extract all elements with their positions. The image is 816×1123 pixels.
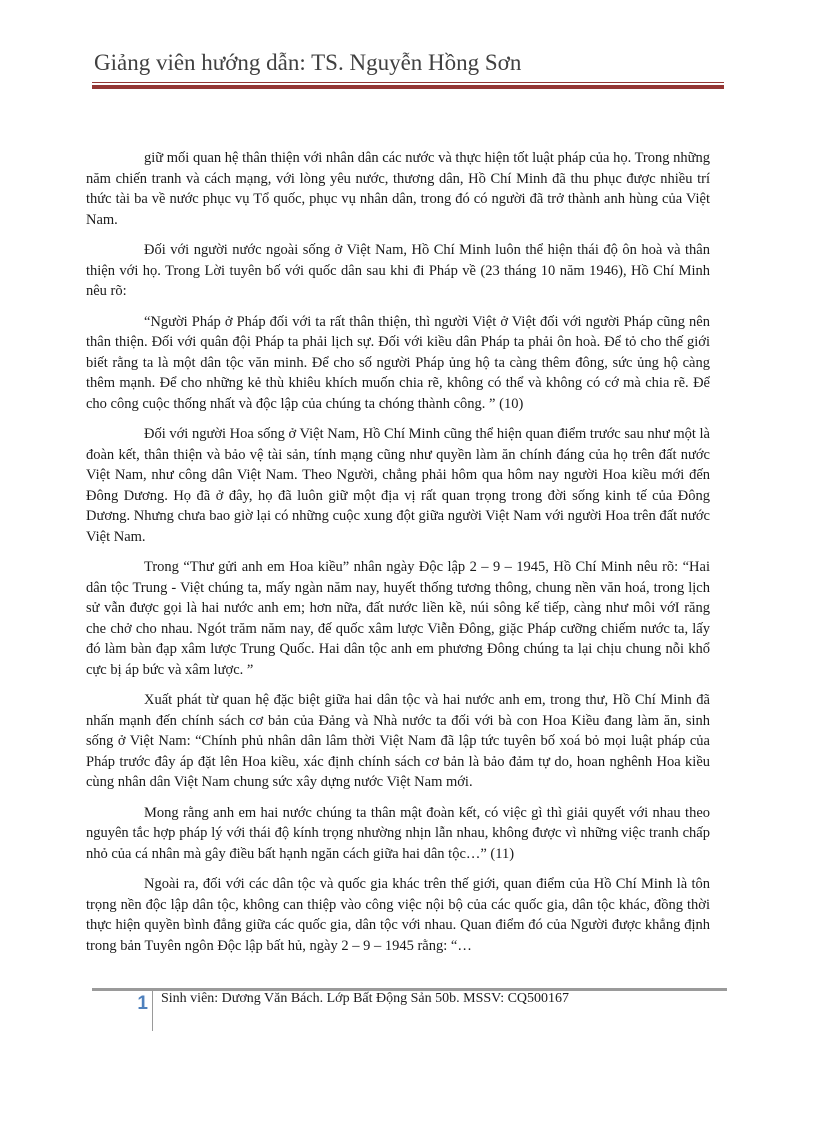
body-paragraph: Ngoài ra, đối với các dân tộc và quốc gia khác trên thế giới, quan điểm của Hồ Chí Minh là tôn trọng nền độc lập dân tộc, không can thiệp vào công việc nội bộ của các quốc gia, dân tộc khác, đồng thời thực hiện quyền bình đẳng giữa các quốc gia, dân tộc với nhau. Quan điểm đó của Người được khẳng định trong bản Tuyên ngôn Độc lập bất hủ, ngày 2 – 9 – 1945 rằng: “… [86, 876, 710, 954]
page-number: 1 [137, 993, 148, 1014]
body-paragraph: Trong “Thư gửi anh em Hoa kiều” nhân ngày Độc lập 2 – 9 – 1945, Hồ Chí Minh nêu rõ: “Hai dân tộc Trung - Việt chúng ta, mấy ngàn năm nay, huyết thống tương thông, chung nền văn hoá, trong lịch sử vẫn được gọi là hai nước anh em; hơn nữa, đất nước liền kề, núi sông kế tiếp, càng như môi vớI răng che chở cho nhau. Ngót trăm năm nay, đế quốc xâm lược Viễn Đông, giặc Pháp cưỡng chiếm nước ta, lấy đó làm bàn đạp xâm lược Trung Quốc. Hai dân tộc anh em phương Đông chúng ta lại chịu chung nỗi khổ cực bị áp bức và xâm lược. ” [86, 559, 710, 678]
footer-student-info: Sinh viên: Dương Văn Bách. Lớp Bất Động Sản 50b. MSSV: CQ500167 [161, 991, 570, 1006]
body-paragraph: Đối với người nước ngoài sống ở Việt Nam, Hồ Chí Minh luôn thể hiện thái độ ôn hoà và thân thiện với họ. Trong Lời tuyên bố với quốc dân sau khi đi Pháp về (23 tháng 10 năm 1946), Hồ Chí Minh nêu rõ: [86, 242, 710, 299]
header-divider-thick [92, 85, 724, 89]
body-paragraph: Đối với người Hoa sống ở Việt Nam, Hồ Chí Minh cũng thể hiện quan điểm trước sau như một là đoàn kết, thân thiện và bảo vệ tài sản, tính mạng cũng như quyền làm ăn chính đáng của họ trên đất nước Việt Nam, như công dân Việt Nam. Theo Người, chẳng phải hôm qua hôm nay người Hoa kiều mới đến Đông Dương. Họ đã ở đây, họ đã luôn giữ một địa vị rất quan trọng trong đời sống kinh tế của Đông Dương. Nhưng chưa bao giờ lại có những cuộc xung đột giữa người Việt Nam với người Hoa trên đất nước Việt Nam. [86, 426, 710, 545]
body-paragraph-quote: “Người Pháp ở Pháp đối với ta rất thân thiện, thì người Việt ở Việt đối với người Pháp cũng nên thân thiện. Đối với quân đội Pháp ta phải lịch sự. Đối với kiều dân Pháp ta phải ôn hoà. Để tỏ cho thế giới biết rằng ta là một dân tộc văn minh. Để cho số người Pháp ủng hộ ta càng thêm đông, sức ủng hộ càng thêm mạnh. Để cho những kẻ thù khiêu khích muốn chia rẽ, không có thể và không có cớ mà chia rẽ. Để cho công cuộc thống nhất và độc lập của chúng ta chóng thành công. ” (10) [86, 313, 710, 412]
footer-vertical-divider [152, 991, 153, 1031]
body-paragraph: Mong rằng anh em hai nước chúng ta thân mật đoàn kết, có việc gì thì giải quyết với nhau theo nguyên tắc hợp pháp lý với thái độ kính trọng nhường nhịn lẫn nhau, không được vì những việc tranh chấp nhỏ của cá nhân mà gây điều bất hạnh ngăn cách giữa hai dân tộc…” (11) [86, 804, 710, 862]
header-divider-thin [92, 82, 724, 83]
page-header-title: Giảng viên hướng dẫn: TS. Nguyễn Hồng Sơn [94, 50, 522, 75]
document-body [86, 148, 710, 966]
body-paragraph: Xuất phát từ quan hệ đặc biệt giữa hai dân tộc và hai nước anh em, trong thư, Hồ Chí Minh đã nhấn mạnh đến chính sách cơ bản của Đảng và Nhà nước ta đối với bà con Hoa Kiều đang làm ăn, sinh sống ở Việt Nam: “Chính phủ nhân dân lâm thời Việt Nam đã lập tức tuyên bố xoá bỏ mọi luật pháp của Pháp trước đây áp đặt lên Hoa kiều, xác định chính sách cơ bản là bảo đảm tự do, hoan nghênh Hoa kiều cùng nhân dân Việt Nam chung sức xây dựng nước Việt Nam mới. [86, 692, 710, 790]
body-paragraph: giữ mối quan hệ thân thiện với nhân dân các nước và thực hiện tốt luật pháp của họ. Trong những năm chiến tranh và cách mạng, với lòng yêu nước, thương dân, Hồ Chí Minh đã thu phục được nhiều trí thức tài ba về nước phục vụ Tổ quốc, phục vụ nhân dân, trong đó có người đã trở thành anh hùng của Việt Nam. [86, 150, 710, 228]
